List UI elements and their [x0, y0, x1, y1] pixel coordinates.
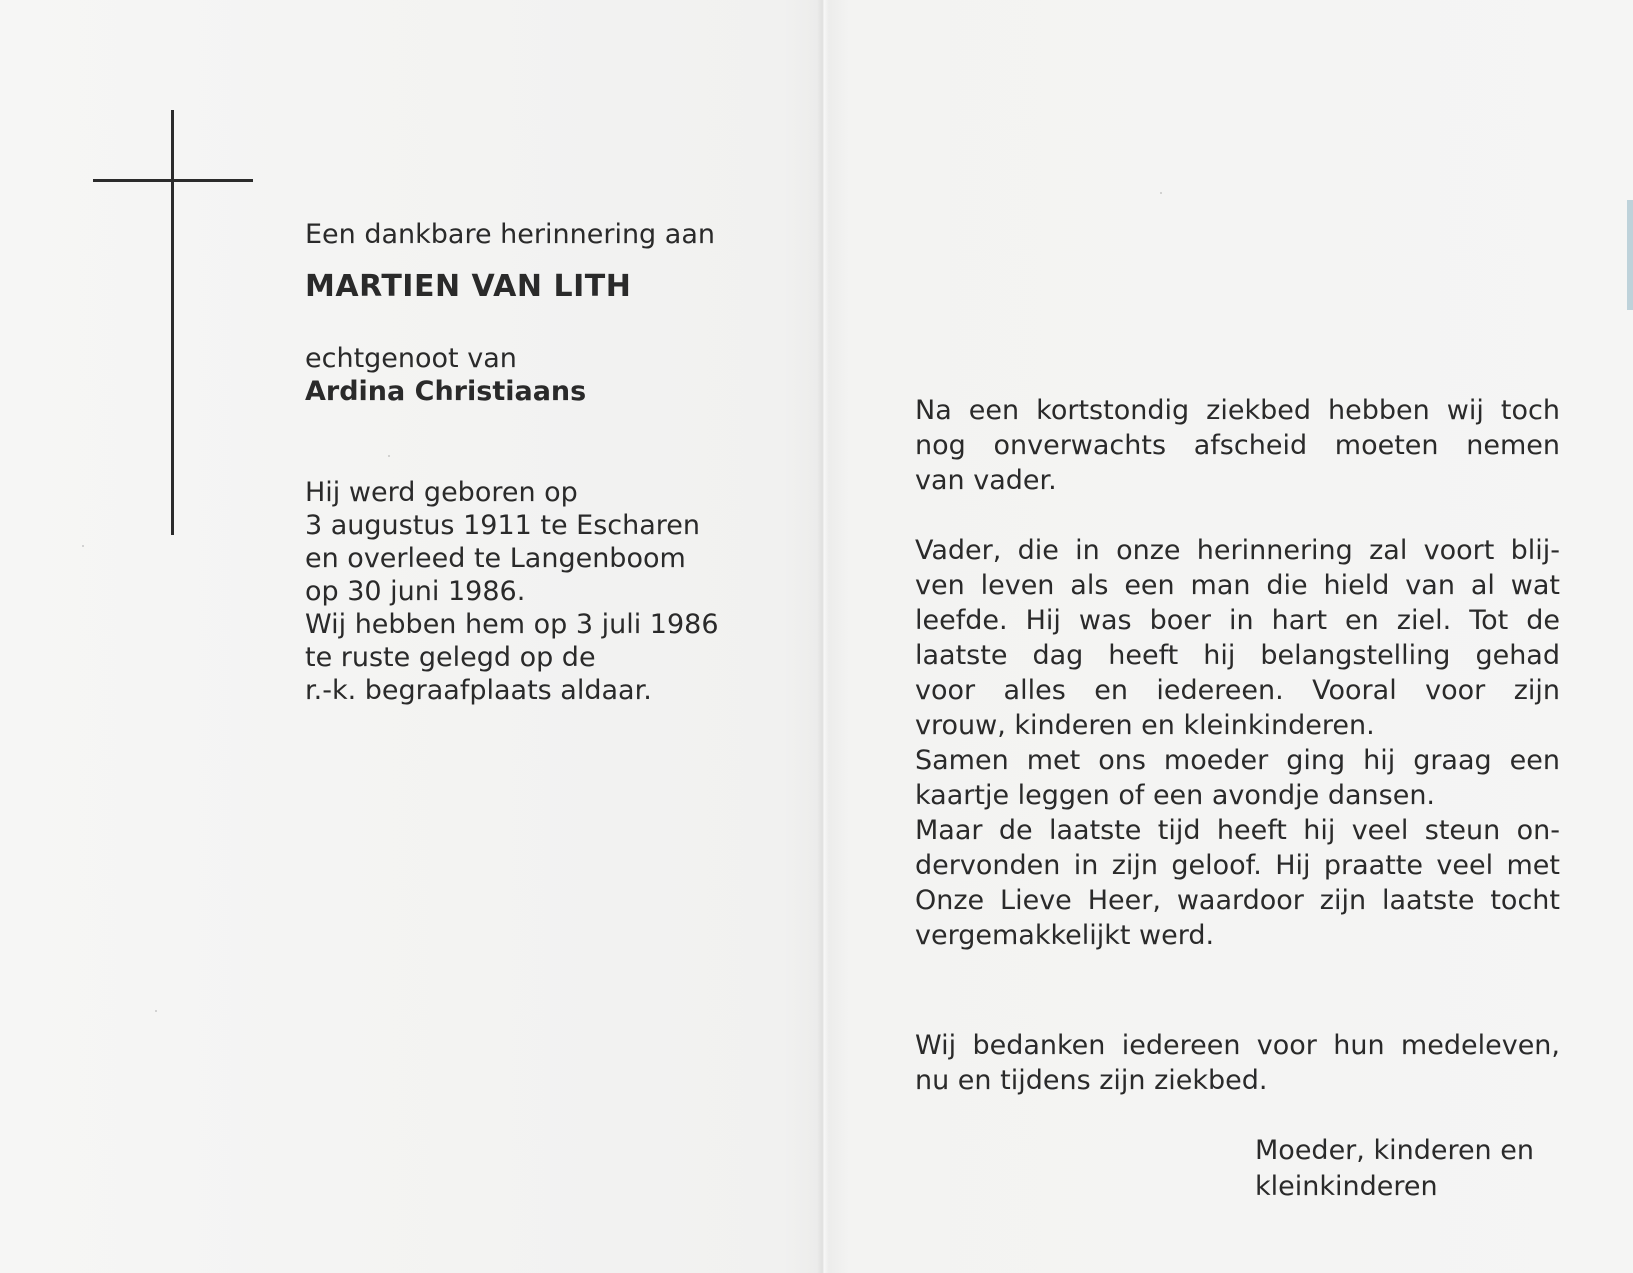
text-line: laatste dag heeft hij belangstelling gehad: [915, 640, 1560, 671]
farewell-paragraph: [915, 393, 1560, 498]
text-line: Vader, die in onze herinnering zal voort blij-: [915, 535, 1560, 566]
intro-text: Een dankbare herinnering aan: [305, 219, 715, 250]
text-line: voor alles en iedereen. Vooral voor zijn: [915, 675, 1560, 706]
text-line: Wij bedanken iedereen voor hun medeleven,: [915, 1030, 1560, 1061]
spouse-name: Ardina Christiaans: [305, 376, 587, 407]
life-line: op 30 juni 1986.: [305, 576, 526, 607]
spouse-label: echtgenoot van: [305, 343, 517, 374]
text-line: ven leven als een man die hield van al wat: [915, 570, 1560, 601]
thanks-paragraph: [915, 1028, 1560, 1098]
life-details: [305, 476, 719, 707]
signature-line: kleinkinderen: [1255, 1171, 1438, 1202]
text-line: vergemakkelijkt werd.: [915, 920, 1215, 951]
text-line: vrouw, kinderen en kleinkinderen.: [915, 710, 1375, 741]
text-line: Na een kortstondig ziekbed hebben wij toch: [915, 395, 1560, 426]
text-line: Maar de laatste tijd heeft hij veel steun on-: [915, 815, 1560, 846]
paper-speck: [388, 455, 390, 457]
life-line: Wij hebben hem op 3 juli 1986: [305, 609, 719, 640]
edge-tint: [1627, 200, 1633, 310]
tribute-paragraph: [915, 533, 1560, 953]
text-line: nu en tijdens zijn ziekbed.: [915, 1065, 1268, 1096]
life-line: 3 augustus 1911 te Escharen: [305, 510, 701, 541]
text-line: Samen met ons moeder ging hij graag een: [915, 745, 1560, 776]
paper-speck: [1160, 192, 1162, 194]
card-fold: [817, 0, 829, 1273]
life-line: te ruste gelegd op de: [305, 642, 596, 673]
paper-speck: [82, 545, 84, 547]
signature-line: Moeder, kinderen en: [1255, 1135, 1534, 1166]
deceased-name: MARTIEN VAN LITH: [305, 269, 632, 304]
cross-horizontal-bar: [93, 179, 253, 182]
text-line: Onze Lieve Heer, waardoor zijn laatste tocht: [915, 885, 1560, 916]
paper-speck: [155, 1010, 157, 1012]
life-line: r.-k. begraafplaats aldaar.: [305, 675, 652, 706]
text-line: dervonden in zijn geloof. Hij praatte veel met: [915, 850, 1560, 881]
signature-block: [1255, 1133, 1534, 1205]
text-line: kaartje leggen of een avondje dansen.: [915, 780, 1436, 811]
text-line: leefde. Hij was boer in hart en ziel. Tot de: [915, 605, 1560, 636]
cross-vertical-bar: [171, 110, 174, 535]
life-line: Hij werd geboren op: [305, 477, 578, 508]
text-line: nog onverwachts afscheid moeten nemen: [915, 430, 1560, 461]
life-line: en overleed te Langenboom: [305, 543, 686, 574]
text-line: van vader.: [915, 465, 1057, 496]
